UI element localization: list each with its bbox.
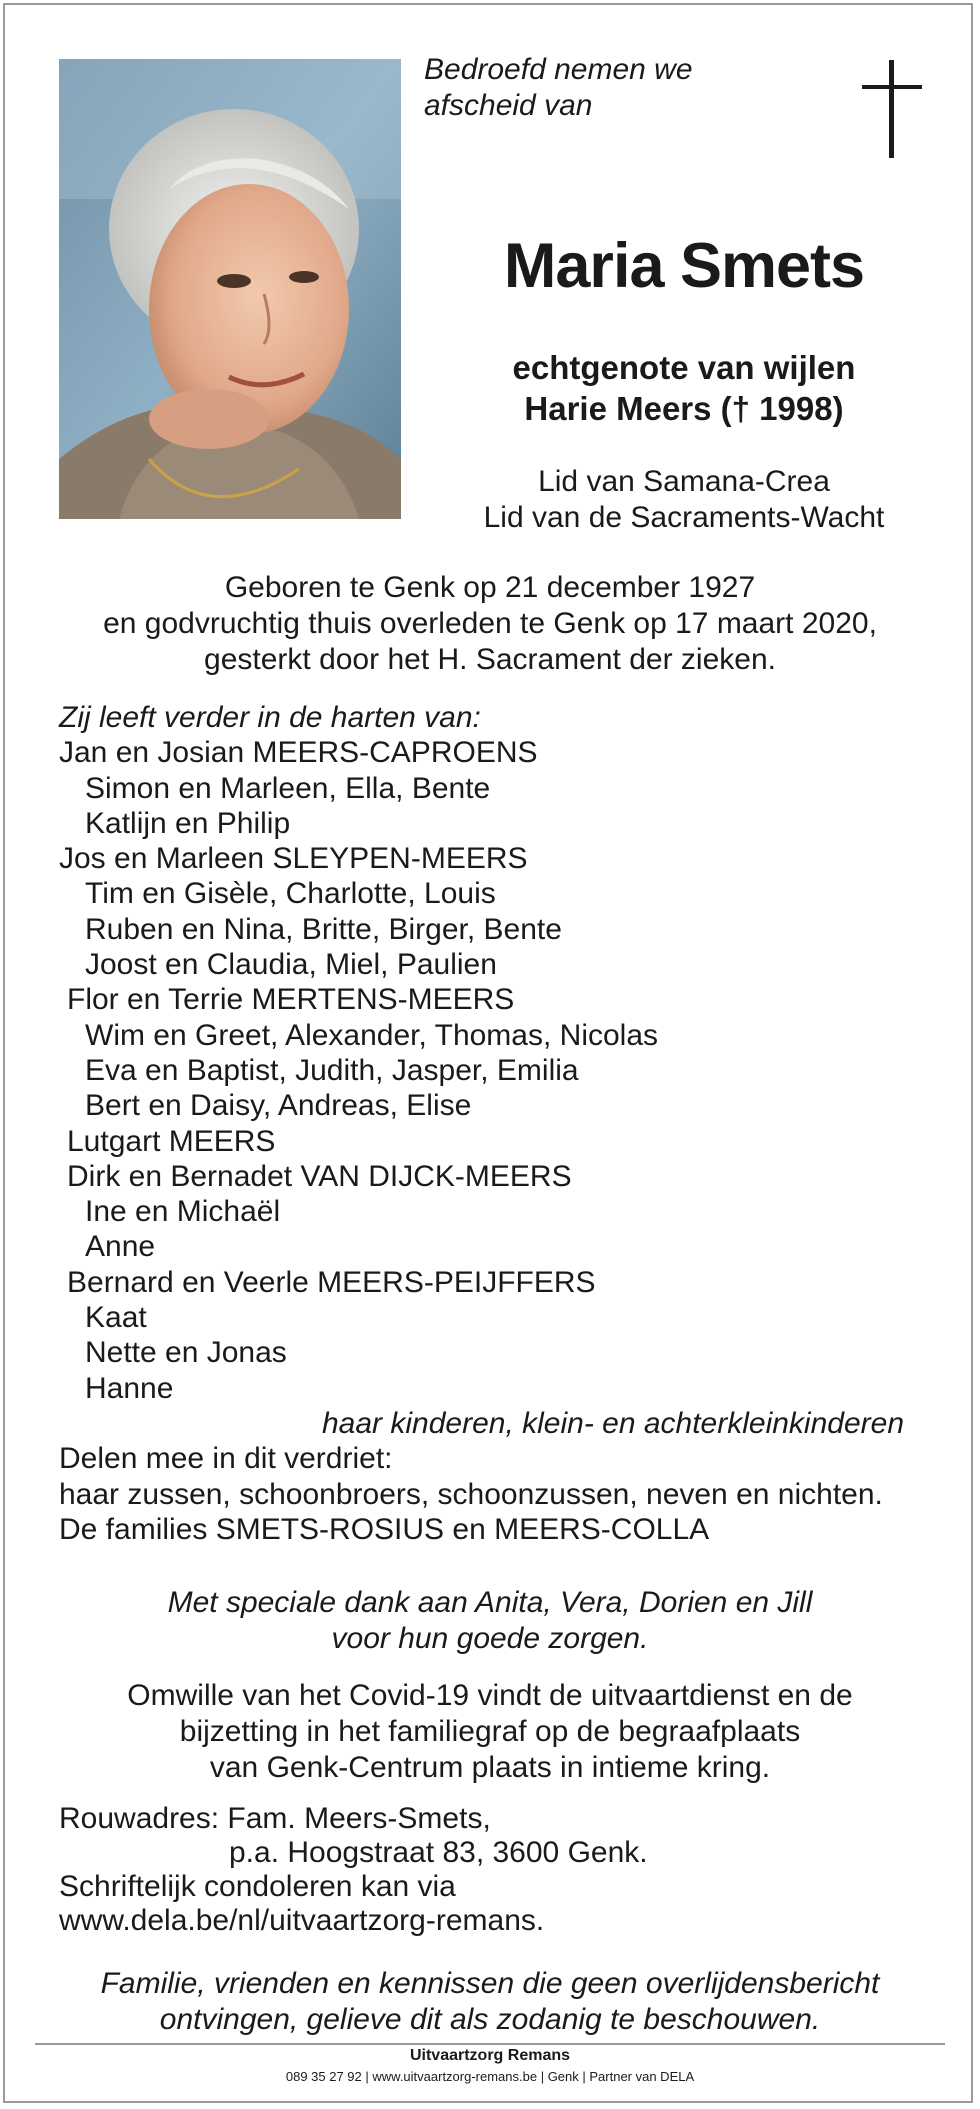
covid-line: van Genk-Centrum plaats in intieme kring. [209, 1751, 771, 1784]
intro-line: Bedroefd nemen we [424, 53, 693, 86]
family-member: Nette en Jonas [85, 1336, 287, 1370]
family-member: Wim en Greet, Alexander, Thomas, Nicolas [85, 1018, 659, 1052]
family-member: Tim en Gisèle, Charlotte, Louis [85, 877, 496, 911]
family-heading: Zij leeft verder in de harten van: [59, 701, 481, 734]
family-member: Eva en Baptist, Judith, Jasper, Emilia [85, 1053, 579, 1087]
mourning-address [59, 1802, 648, 1938]
closing-notice [60, 1966, 920, 2038]
deceased-name: Maria Smets [503, 231, 865, 301]
dates-line: gesterkt door het H. Sacrament der zieken. [204, 643, 776, 676]
portrait-photo [59, 59, 401, 519]
family-member: Bernard en Veerle MEERS-PEIJFFERS [67, 1265, 596, 1299]
spouse-info [424, 347, 944, 429]
address-line: Schriftelijk condoleren kan via [59, 1870, 456, 1903]
family-member: Kaat [85, 1301, 147, 1335]
covid-line: bijzetting in het familiegraf op de begraafplaats [179, 1715, 801, 1748]
spouse-line: Harie Meers († 1998) [524, 390, 844, 427]
memberships [424, 464, 944, 536]
family-member: Lutgart MEERS [67, 1124, 276, 1158]
family-member: Ine en Michaël [85, 1195, 281, 1229]
birth-death-dates [60, 570, 920, 678]
share-heading: Delen mee in dit verdriet: [59, 1442, 393, 1476]
family-summary: haar kinderen, klein- en achterkleinkinderen [322, 1406, 905, 1440]
family-member: Jos en Marleen SLEYPEN-MEERS [59, 842, 528, 876]
intro-text [424, 52, 693, 124]
family-member: Bert en Daisy, Andreas, Elise [85, 1089, 472, 1123]
notice-line: Familie, vrienden en kennissen die geen overlijdensbericht [100, 1967, 880, 2000]
spouse-line: echtgenote van wijlen [512, 349, 856, 386]
thanks-line: Met speciale dank aan Anita, Vera, Dorien en Jill [167, 1586, 813, 1619]
intro-line: afscheid van [424, 89, 593, 122]
family-member: Simon en Marleen, Ella, Bente [85, 771, 491, 805]
family-member: Katlijn en Philip [85, 806, 291, 840]
family-member: Joost en Claudia, Miel, Paulien [85, 948, 497, 982]
funeral-home-name: Uitvaartzorg Remans [409, 2047, 571, 2064]
address-line: Rouwadres: Fam. Meers-Smets, [59, 1802, 491, 1835]
thanks-text [60, 1585, 920, 1657]
membership-line: Lid van de Sacraments-Wacht [483, 501, 885, 534]
family-member: Flor en Terrie MERTENS-MEERS [67, 983, 515, 1017]
condolence-link[interactable]: www.dela.be/nl/uitvaartzorg-remans. [59, 1904, 545, 1937]
family-member: Ruben en Nina, Britte, Birger, Bente [85, 912, 562, 946]
covid-line: Omwille van het Covid-19 vindt de uitvaartdienst en de [127, 1679, 853, 1712]
address-line: p.a. Hoogstraat 83, 3600 Genk. [229, 1836, 648, 1869]
thanks-line: voor hun goede zorgen. [331, 1622, 649, 1655]
family-member: Anne [85, 1230, 156, 1264]
covid-notice [60, 1678, 920, 1786]
share-line: haar zussen, schoonbroers, schoonzussen, neven en nichten. [59, 1477, 883, 1511]
cross-icon [862, 60, 922, 158]
funeral-home-info: 089 35 27 92 | www.uitvaartzorg-remans.be | Genk | Partner van DELA [285, 2069, 695, 2084]
share-line: De families SMETS-ROSIUS en MEERS-COLLA [59, 1512, 710, 1546]
family-member: Hanne [85, 1371, 174, 1405]
notice-line: ontvingen, gelieve dit als zodanig te beschouwen. [159, 2003, 821, 2036]
family-member: Jan en Josian MEERS-CAPROENS [59, 736, 538, 770]
family-list [59, 700, 939, 1547]
membership-line: Lid van Samana-Crea [538, 465, 830, 498]
family-member: Dirk en Bernadet VAN DIJCK-MEERS [67, 1159, 572, 1193]
footer-divider [35, 2043, 945, 2045]
dates-line: Geboren te Genk op 21 december 1927 [224, 571, 756, 604]
dates-line: en godvruchtig thuis overleden te Genk op 17 maart 2020, [103, 607, 877, 640]
